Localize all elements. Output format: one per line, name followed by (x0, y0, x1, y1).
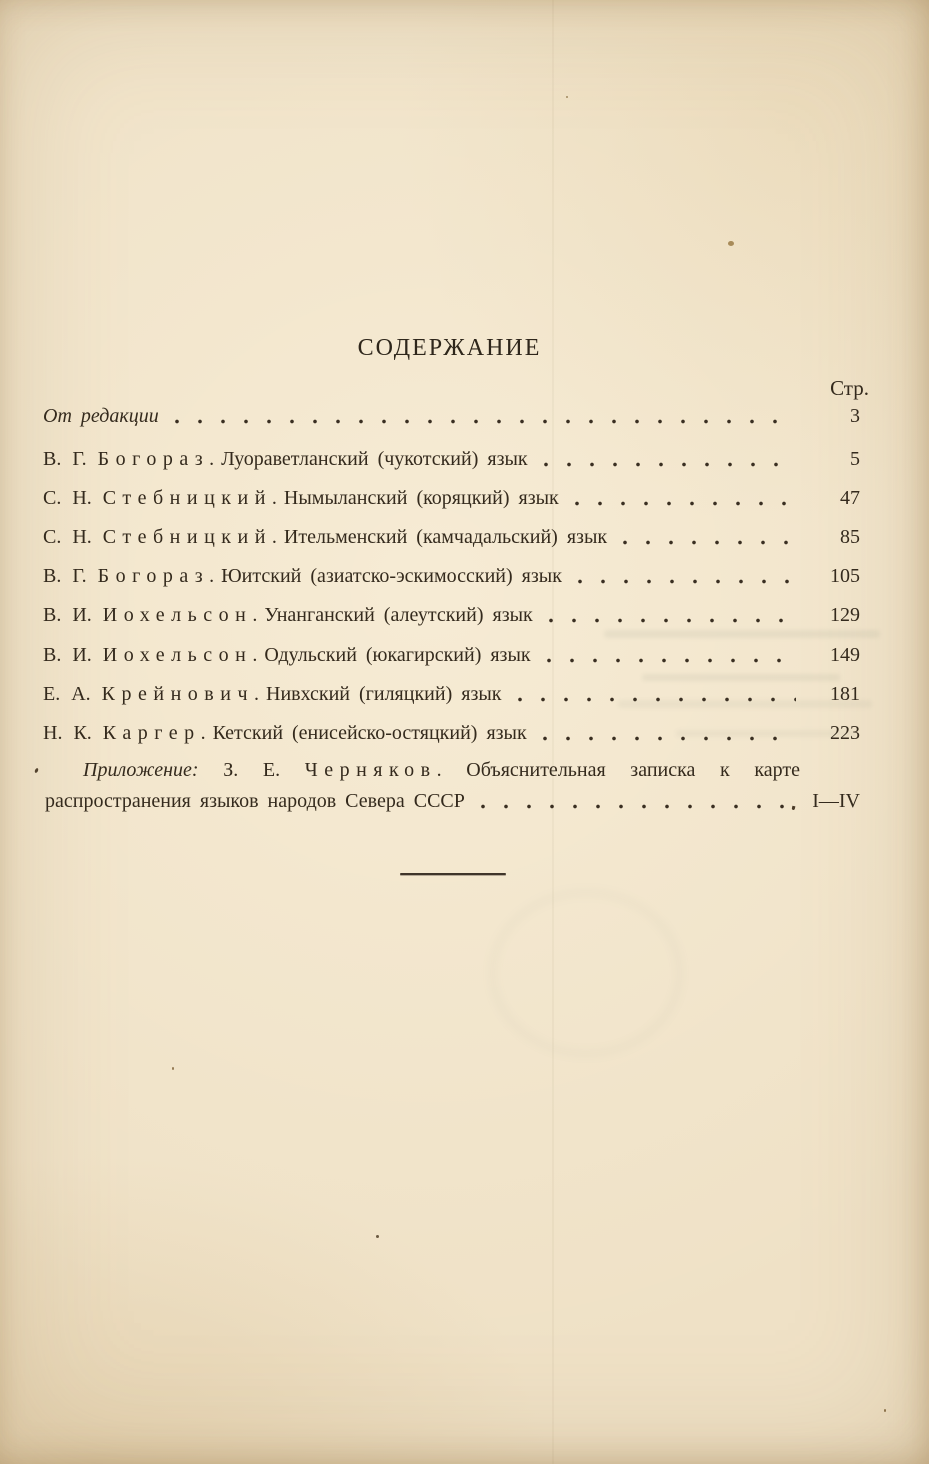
ink-speck (34, 768, 39, 774)
author-initials: В. Г. (43, 448, 87, 470)
bleedthrough-stamp-ghost (488, 888, 684, 1058)
author-initials: Н. К. (43, 722, 92, 744)
toc-entry (43, 446, 860, 472)
author-period: . (254, 683, 259, 705)
author-initials: З. Е. (223, 759, 281, 781)
author-surname: Иохельсон (102, 604, 253, 626)
appendix-title-part: распространения языков народов Севера СССР (45, 790, 465, 812)
appendix-entry-line1 (83, 757, 800, 783)
dot-leader (578, 578, 796, 585)
author-initials: С. Н. (43, 487, 92, 509)
appendix-label: Приложение: (83, 759, 199, 781)
bleedthrough-ghost (676, 730, 856, 737)
author-period: . (436, 759, 442, 781)
bleedthrough-ghost (604, 630, 880, 638)
end-divider-rule (400, 873, 506, 875)
author-surname: Стебницкий (102, 526, 272, 548)
paper-stain (728, 241, 734, 246)
author-period: . (252, 644, 258, 666)
author-initials: В. И. (43, 604, 92, 626)
author-period: . (271, 526, 277, 548)
author-surname: Богораз (97, 448, 210, 470)
toc-entry (43, 403, 860, 429)
entry-page-number: 5 (850, 448, 860, 470)
entry-page-number: 85 (840, 526, 860, 548)
author-period: . (252, 604, 258, 626)
author-surname: Иохельсон (102, 644, 253, 666)
entry-page-number: 149 (830, 644, 860, 666)
dot-leader (549, 617, 796, 624)
entry-page-number: 105 (830, 565, 860, 587)
page-title: СОДЕРЖАНИЕ (357, 335, 542, 361)
toc-entry (43, 602, 860, 628)
author-initials: Е. А. (43, 683, 91, 705)
ink-speck (884, 1409, 886, 1412)
author-initials: В. Г. (43, 565, 87, 587)
author-surname: Стебницкий (102, 487, 272, 509)
entry-page-number: I—IV (812, 790, 860, 812)
entry-page-number: 223 (830, 722, 860, 744)
appendix-entry-line2 (45, 788, 860, 814)
author-surname: Богораз (97, 565, 210, 587)
entry-author (43, 642, 257, 668)
entry-title: Юитский (азиатско-эскимосский) язык (221, 565, 562, 587)
dot-leader (623, 539, 796, 546)
bleedthrough-ghost (618, 700, 872, 708)
entry-title: От редакции (43, 405, 159, 427)
toc-entry (43, 524, 860, 550)
entry-author (43, 720, 206, 746)
toc-entry (43, 563, 860, 589)
entry-title: Луораветланский (чукотский) язык (221, 448, 528, 470)
toc-entry (43, 485, 860, 511)
appendix-title-part: Объяснительная записка к карте (466, 759, 800, 781)
dot-leader (544, 461, 796, 468)
entry-author (43, 485, 277, 511)
entry-author (43, 524, 277, 550)
entry-title: Унанганский (алеутский) язык (264, 604, 533, 626)
author-period: . (209, 448, 215, 470)
dot-leader (175, 418, 796, 425)
ink-speck (172, 1067, 174, 1070)
author-period: . (200, 722, 206, 744)
author-surname: Каргер (102, 722, 201, 744)
entry-page-number: 181 (830, 683, 860, 705)
author-period: . (271, 487, 277, 509)
toc-entry (43, 642, 860, 668)
entry-author (43, 446, 214, 472)
entry-page-number: 47 (840, 487, 860, 509)
entry-page-number: 129 (830, 604, 860, 626)
entry-title: Ительменский (камчадальский) язык (283, 526, 608, 548)
entry-author (43, 563, 214, 589)
bleedthrough-ghost (642, 674, 840, 681)
entry-title: Кетский (енисейско-остяцкий) язык (212, 722, 527, 744)
dot-leader (547, 657, 796, 664)
author-surname: Крейнович (101, 683, 254, 705)
entry-title: Нивхский (гиляцкий) язык (266, 683, 502, 705)
entry-title: Нымыланский (коряцкий) язык (283, 487, 559, 509)
entry-author (43, 681, 259, 707)
ink-speck (376, 1235, 379, 1238)
ink-speck (566, 96, 568, 98)
author-surname: Черняков (304, 759, 437, 781)
dot-leader (575, 500, 796, 507)
entry-author (43, 602, 257, 628)
author-initials: С. Н. (43, 526, 92, 548)
author-initials: В. И. (43, 644, 92, 666)
page-column-header: Стр. (830, 376, 869, 400)
author-period: . (209, 565, 215, 587)
dot-leader (481, 803, 796, 810)
entry-page-number: 3 (850, 405, 860, 427)
entry-title: Одульский (юкагирский) язык (264, 644, 531, 666)
